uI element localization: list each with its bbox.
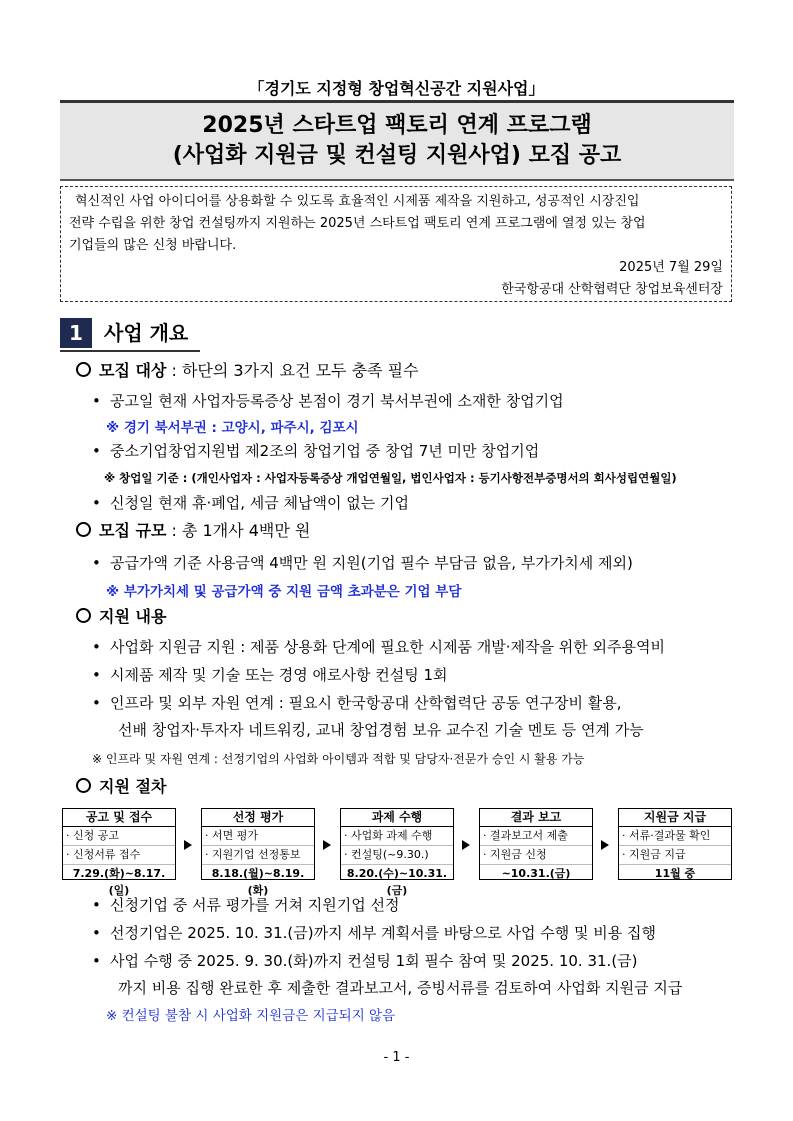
dot-icon: • [92, 392, 101, 410]
step-item: · 지원금 신청 [480, 846, 592, 865]
intro-box [60, 186, 732, 302]
target-heading [76, 360, 419, 382]
scale-note-1: ※ 부가가치세 및 공급가액 중 지원 금액 초과분은 기업 부담 [106, 584, 462, 600]
step-date: 11월 중 [654, 867, 696, 880]
target-desc: : 하단의 3가지 요건 모두 충족 필수 [166, 361, 419, 380]
arrow-right-icon [462, 840, 470, 850]
scale-heading [76, 520, 310, 542]
target-bullet-2-text: 중소기업창업지원법 제2조의 창업기업 중 창업 7년 미만 창업기업 [110, 442, 540, 460]
title-line-1: 2025년 스타트업 팩토리 연계 프로그램 [202, 113, 592, 138]
dot-icon: • [92, 952, 101, 970]
step-box-3 [340, 808, 454, 897]
target-bullet-3 [92, 492, 409, 514]
circle-bullet-icon [76, 778, 91, 793]
scale-label: 모집 규모 [99, 521, 167, 540]
step-item: · 지원기업 선정통보 [202, 846, 314, 865]
dot-icon: • [92, 638, 101, 656]
scale-bullet-1 [92, 552, 633, 574]
step-item: · 서류·결과물 확인 [619, 827, 731, 846]
arrow-right-icon [184, 840, 192, 850]
step-item: · 컨설팅(~9.30.) [341, 846, 453, 865]
support-bullet-2 [92, 664, 448, 686]
procedure-heading [76, 776, 166, 798]
procedure-bullet-1-text: 신청기업 중 서류 평가를 거쳐 지원기업 선정 [110, 896, 400, 914]
target-note-2: ※ 창업일 기준 : (개인사업자 : 사업자등록증상 개업연월일, 법인사업자 : 등기사항전부증명서의 회사성립연월일) [104, 471, 677, 485]
procedure-label: 지원 절차 [99, 777, 167, 796]
section-title: 사업 개요 [104, 321, 189, 345]
intro-date: 2025년 7월 29일 [619, 260, 723, 275]
step-box-4 [479, 808, 593, 880]
support-bullet-1-text: 사업화 지원금 지원 : 제품 상용화 단계에 필요한 시제품 개발·제작을 위한 외주용역비 [110, 638, 665, 656]
step-box-1 [62, 808, 176, 897]
step-item: · 신청서류 접수 [63, 846, 175, 865]
dot-icon: • [92, 924, 101, 942]
section-number-badge: 1 [60, 318, 92, 348]
target-label: 모집 대상 [99, 361, 167, 380]
dot-icon: • [92, 554, 101, 572]
dot-icon: • [92, 896, 101, 914]
arrow-right-icon [601, 840, 609, 850]
section-underline [60, 350, 200, 352]
procedure-bullet-1 [92, 894, 399, 916]
intro-issuer: 한국항공대 산학협력단 창업보육센터장 [501, 282, 723, 297]
dot-icon: • [92, 694, 101, 712]
step-date: 7.29.(화)~8.17.(일) [72, 867, 166, 897]
support-bullet-1 [92, 636, 665, 658]
support-heading [76, 606, 166, 628]
circle-bullet-icon [76, 362, 91, 377]
procedure-note-1: ※ 컨설팅 불참 시 사업화 지원금은 지급되지 않음 [106, 1008, 396, 1024]
step-item: · 사업화 과제 수행 [341, 827, 453, 846]
circle-bullet-icon [76, 608, 91, 623]
circle-bullet-icon [76, 522, 91, 537]
procedure-bullet-3-cont: 까지 비용 집행 완료한 후 제출한 결과보고서, 증빙서류를 검토하여 사업화 지원금 지급 [118, 979, 683, 997]
intro-line-1: 혁신적인 사업 아이디어를 상용화할 수 있도록 효율적인 시제품 제작을 지원하고, 성공적인 시장진입 [75, 194, 640, 209]
program-kicker: 「경기도 지정형 창업혁신공간 지원사업」 [248, 79, 545, 98]
step-date: 8.20.(수)~10.31.(금) [346, 867, 448, 897]
step-title: 지원금 지급 [619, 809, 731, 827]
support-note-1: ※ 인프라 및 자원 연계 : 선정기업의 사업화 아이템과 적합 및 담당자·전문가 승인 시 활용 가능 [92, 752, 585, 766]
arrow-right-icon [323, 840, 331, 850]
dot-icon: • [92, 494, 101, 512]
step-date: ~10.31.(금) [501, 867, 571, 880]
step-title: 결과 보고 [480, 809, 592, 827]
procedure-bullet-2 [92, 922, 656, 944]
dot-icon: • [92, 666, 101, 684]
target-bullet-1-text: 공고일 현재 사업자등록증상 본점이 경기 북서부권에 소재한 창업기업 [110, 392, 564, 410]
step-item: · 지원금 지급 [619, 846, 731, 865]
step-box-5 [618, 808, 732, 880]
procedure-bullet-2-text: 선정기업은 2025. 10. 31.(금)까지 세부 계획서를 바탕으로 사업 수행 및 비용 집행 [110, 924, 657, 942]
step-title: 과제 수행 [341, 809, 453, 827]
step-title: 선정 평가 [202, 809, 314, 827]
support-label: 지원 내용 [99, 607, 167, 626]
step-box-2 [201, 808, 315, 897]
step-item: · 서면 평가 [202, 827, 314, 846]
dot-icon: • [92, 442, 101, 460]
target-bullet-1 [92, 390, 564, 412]
target-note-1: ※ 경기 북서부권 : 고양시, 파주시, 김포시 [106, 420, 359, 436]
target-bullet-3-text: 신청일 현재 휴·폐업, 세금 체납액이 없는 기업 [110, 494, 409, 512]
step-item: · 결과보고서 제출 [480, 827, 592, 846]
target-bullet-2 [92, 440, 539, 462]
intro-line-2: 전략 수립을 위한 창업 컨설팅까지 지원하는 2025년 스타트업 팩토리 연계 프로그램에 열정 있는 창업 [69, 216, 646, 231]
scale-bullet-1-text: 공급가액 기준 사용금액 4백만 원 지원(기업 필수 부담금 없음, 부가가치세 제외) [110, 554, 633, 572]
title-line-2: (사업화 지원금 및 컨설팅 지원사업) 모집 공고 [172, 143, 622, 168]
page-number: - 1 - [383, 1050, 410, 1065]
support-bullet-3-text: 인프라 및 외부 자원 연계 : 필요시 한국항공대 산학협력단 공동 연구장비 활용, [110, 694, 622, 712]
intro-line-3: 기업들의 많은 신청 바랍니다. [69, 238, 237, 253]
title-box [60, 100, 734, 181]
scale-desc: : 총 1개사 4백만 원 [166, 521, 311, 540]
step-item: · 신청 공고 [63, 827, 175, 846]
support-bullet-3-cont: 선배 창업자·투자자 네트워킹, 교내 창업경험 보유 교수진 기술 멘토 등 연계 가능 [118, 721, 644, 739]
support-bullet-2-text: 시제품 제작 및 기술 또는 경영 애로사항 컨설팅 1회 [110, 666, 448, 684]
procedure-bullet-3-text: 사업 수행 중 2025. 9. 30.(화)까지 컨설팅 1회 필수 참여 및 2025. 10. 31.(금) [110, 952, 638, 970]
step-title: 공고 및 접수 [63, 809, 175, 827]
procedure-bullet-3 [92, 950, 638, 972]
step-date: 8.18.(월)~8.19.(화) [211, 867, 305, 897]
support-bullet-3 [92, 692, 621, 714]
